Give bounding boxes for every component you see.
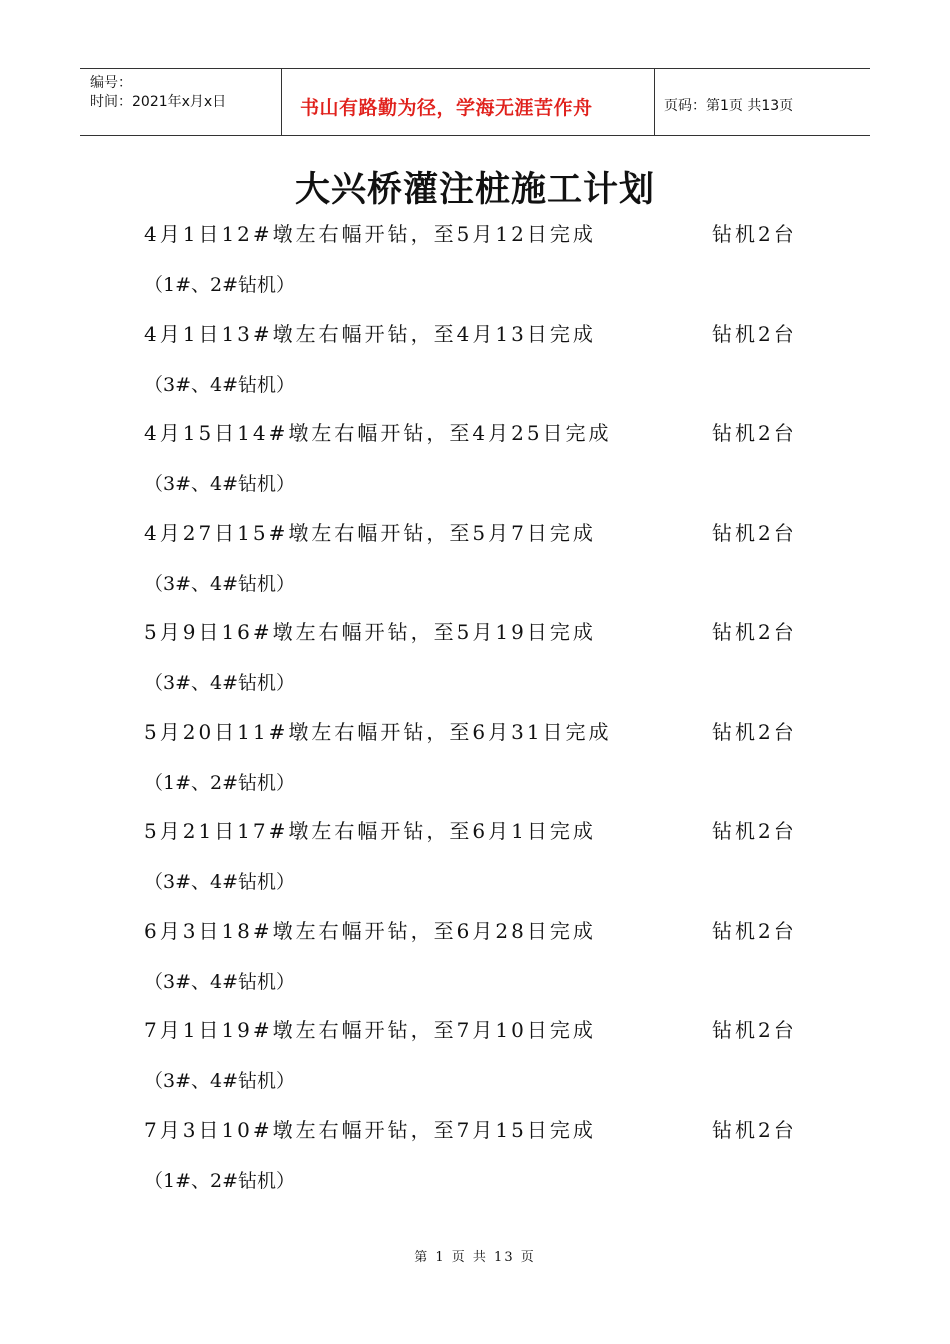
schedule-text: 7月3日10#墩左右幅开钻，至7月15日完成	[144, 1117, 596, 1142]
rig-ids: （3#、4#钻机）	[144, 373, 296, 396]
rig-count: 钻机2台	[712, 719, 797, 744]
rig-ids: （3#、4#钻机）	[144, 672, 296, 694]
rig-ids: （3#、4#钻机）	[144, 572, 296, 595]
rig-count: 钻机2台	[712, 421, 797, 445]
page-footer: 第 1 页 共 13 页	[414, 1250, 536, 1265]
schedule-entry	[144, 716, 824, 816]
rig-ids: （3#、4#钻机）	[144, 871, 296, 893]
rig-count: 钻机2台	[712, 620, 797, 644]
schedule-text: 4月1日13#墩左右幅开钻，至4月13日完成	[144, 321, 596, 346]
schedule-text: 4月15日14#墩左右幅开钻，至4月25日完成	[144, 421, 612, 445]
schedule-entry	[144, 616, 824, 716]
header-motto-cell	[282, 69, 655, 135]
schedule-text: 7月1日19#墩左右幅开钻，至7月10日完成	[144, 1018, 596, 1042]
document-number-label: 编号：	[90, 75, 132, 91]
schedule-entry	[144, 1014, 824, 1114]
schedule-text: 5月21日17#墩左右幅开钻，至6月1日完成	[144, 819, 596, 843]
rig-ids: （1#、2#钻机）	[144, 771, 296, 794]
rig-ids: （1#、2#钻机）	[144, 274, 296, 296]
header-page-info: 页码：第1页 共13页	[664, 98, 794, 114]
rig-count: 钻机2台	[712, 222, 797, 246]
header-info-cell	[80, 69, 282, 135]
schedule-entry	[144, 1114, 824, 1214]
schedule-text: 5月20日11#墩左右幅开钻，至6月31日完成	[144, 719, 612, 744]
rig-count: 钻机2台	[712, 1117, 797, 1142]
rig-count: 钻机2台	[712, 918, 797, 943]
rig-ids: （1#、2#钻机）	[144, 1169, 296, 1192]
header-page-cell	[655, 69, 870, 135]
schedule-text: 5月9日16#墩左右幅开钻，至5月19日完成	[144, 620, 596, 644]
schedule-entry	[144, 815, 824, 915]
schedule-list	[144, 218, 824, 1213]
schedule-entry	[144, 318, 824, 418]
schedule-text: 4月27日15#墩左右幅开钻，至5月7日完成	[144, 520, 596, 545]
schedule-entry	[144, 417, 824, 517]
rig-count: 钻机2台	[712, 520, 797, 545]
rig-count: 钻机2台	[712, 321, 797, 346]
schedule-entry	[144, 915, 824, 1015]
schedule-entry	[144, 218, 824, 318]
schedule-text: 6月3日18#墩左右幅开钻，至6月28日完成	[144, 918, 596, 943]
schedule-entry	[144, 517, 824, 617]
page-header-table	[80, 68, 870, 136]
schedule-text: 4月1日12#墩左右幅开钻，至5月12日完成	[144, 222, 596, 246]
rig-count: 钻机2台	[712, 819, 797, 843]
rig-count: 钻机2台	[712, 1018, 797, 1042]
rig-ids: （3#、4#钻机）	[144, 970, 296, 993]
document-title: 大兴桥灌注桩施工计划	[294, 170, 655, 210]
rig-ids: （3#、4#钻机）	[144, 1070, 296, 1092]
document-time-label: 时间：2021年x月x日	[90, 94, 227, 110]
rig-ids: （3#、4#钻机）	[144, 473, 296, 495]
motto-text: 书山有路勤为径，学海无涯苦作舟	[300, 97, 593, 119]
